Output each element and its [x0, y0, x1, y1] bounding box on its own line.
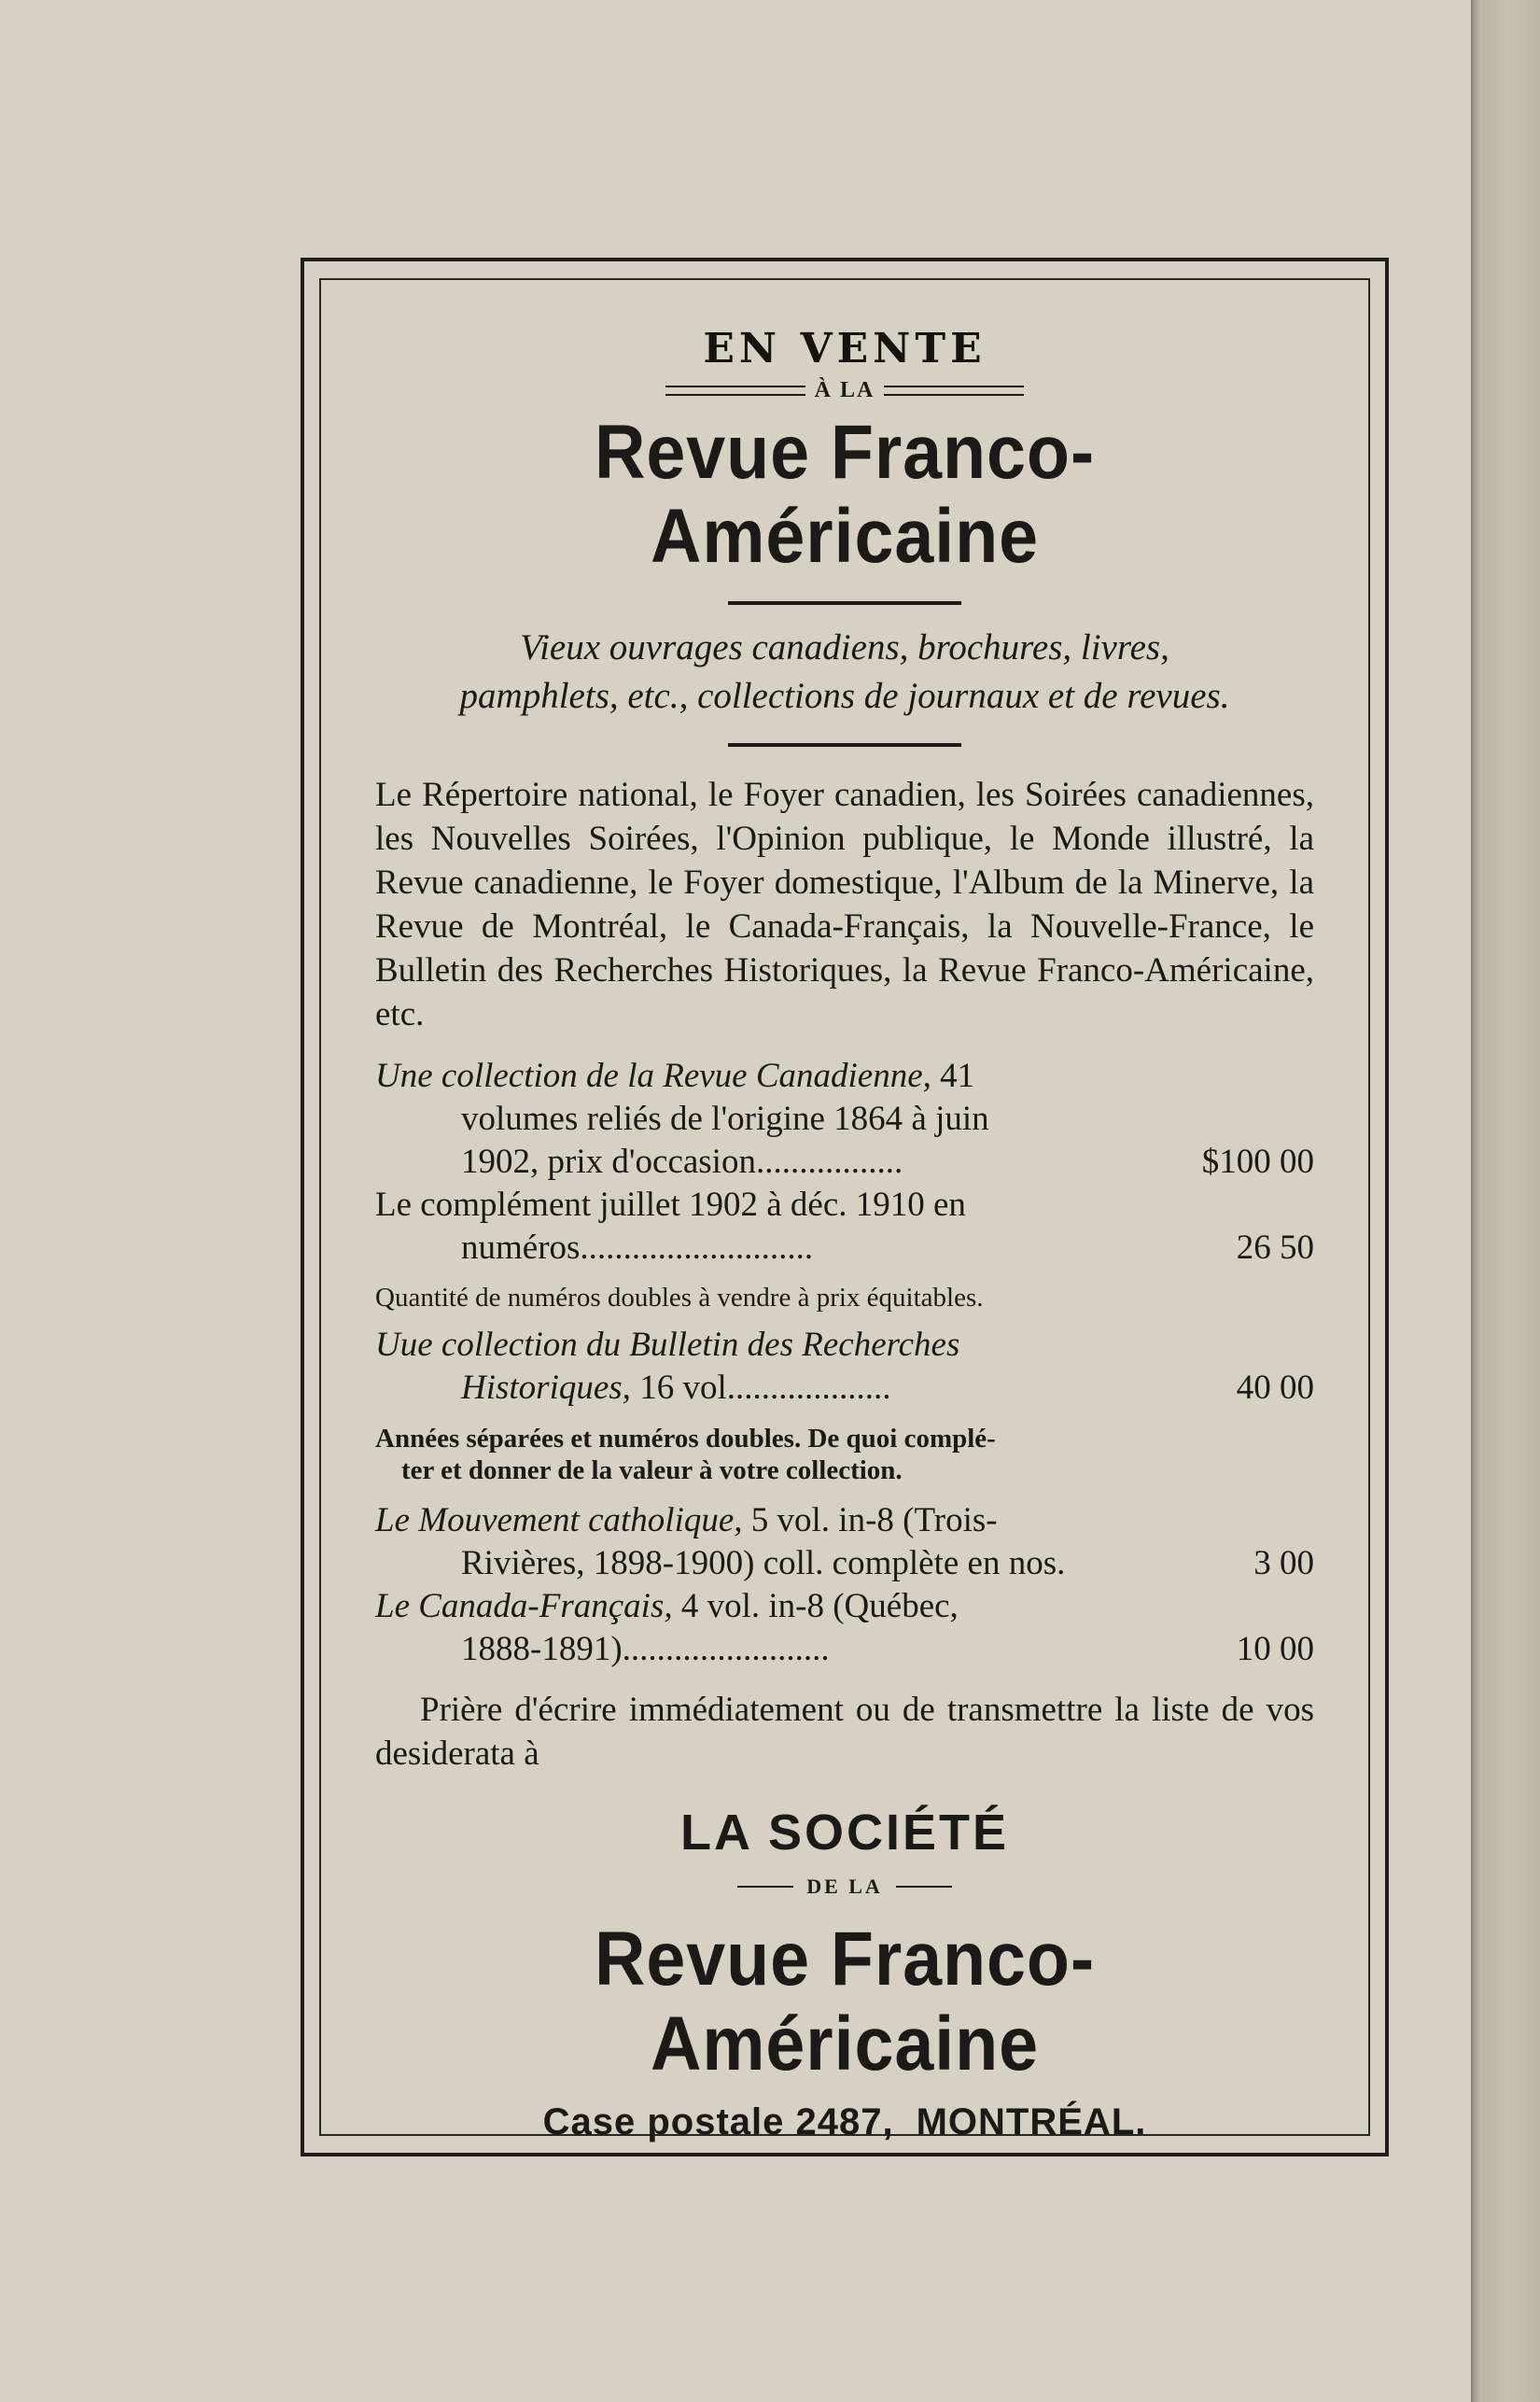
item-title: Le Mouvement catholique,	[375, 1501, 743, 1540]
closing-paragraph: Prière d'écrire immédiatement ou de transmettre la liste de vos desiderata à	[375, 1691, 1314, 1774]
item-line: volumes reliés de l'origine 1864 à juin	[461, 1100, 989, 1139]
item-title: Le Canada-Français,	[375, 1587, 673, 1626]
divider-rule	[728, 601, 961, 605]
double-rule-right	[884, 386, 1024, 396]
item-line: numéros...........................	[461, 1229, 814, 1268]
item-text: 41	[931, 1057, 975, 1096]
note-line: Années séparées et numéros doubles. De quoi complé-	[375, 1424, 996, 1454]
de-la-row	[375, 1875, 1314, 1899]
item-line	[375, 1499, 1314, 1542]
a-la-row	[375, 378, 1314, 403]
divider-rule	[728, 743, 961, 747]
item-title: Uue collection du Bulletin des Recherches	[375, 1326, 960, 1365]
advertisement-content	[375, 280, 1314, 2143]
item-line: 1888-1891)........................	[461, 1630, 830, 1669]
rule-right	[896, 1886, 952, 1888]
postal-address	[375, 2101, 1314, 2143]
list-item	[375, 1055, 1314, 1184]
item-note	[375, 1423, 1314, 1486]
address-case-postale: Case postale 2487,	[542, 2100, 894, 2142]
item-line: 1902, prix d'occasion.................	[461, 1143, 903, 1182]
advertisement-frame	[301, 258, 1389, 2156]
de-la-label: DE LA	[806, 1875, 883, 1899]
list-item	[375, 1499, 1314, 1585]
intro-paragraph: Le Répertoire national, le Foyer canadien, les Soirées canadiennes, les Nouvelles Soirées, l'Opinion publique, le Monde illustré, la Revue canadienne, le Foyer domestique, l'Album de la Minerve, la Revue de Montréal, le Canada-Français, la Nouvelle-France, le Bulletin des Recherches Historiques, la Revue Franco-Américaine, etc.	[375, 776, 1314, 1034]
address-city: MONTRÉAL.	[916, 2100, 1147, 2142]
item-title: Historiques,	[461, 1369, 631, 1408]
double-rule-left	[665, 386, 805, 396]
list-item	[375, 1585, 1314, 1671]
subtitle	[375, 624, 1314, 721]
advertisement-inner-border	[319, 278, 1370, 2142]
item-title: Une collection de la Revue Canadienne,	[375, 1057, 931, 1096]
item-line: Rivières, 1898-1900) coll. complète en nos.	[461, 1544, 1066, 1583]
item-price: 3 00	[1253, 1544, 1314, 1583]
subtitle-line-1: Vieux ouvrages canadiens, brochures, livres,	[520, 627, 1169, 668]
page-edge	[1471, 0, 1540, 2402]
item-price: 26 50	[1236, 1229, 1314, 1268]
item-text: 5 vol. in-8 (Trois-	[742, 1501, 998, 1540]
subtitle-line-2: pamphlets, etc., collections de journaux et de revues.	[459, 676, 1230, 717]
a-la-label: À LA	[814, 378, 875, 402]
note-line: ter et donner de la valeur à votre collection.	[401, 1455, 903, 1486]
item-price: 10 00	[1236, 1630, 1314, 1669]
item-line	[375, 1585, 1314, 1628]
footer-revue-title: Revue Franco-Américaine	[594, 1917, 1095, 2086]
item-text: 16 vol...................	[630, 1369, 891, 1408]
item-price: 40 00	[1236, 1369, 1314, 1408]
item-line	[375, 1055, 1314, 1098]
item-text: 4 vol. in-8 (Québec,	[672, 1587, 959, 1626]
item-note: Quantité de numéros doubles à vendre à prix équitables.	[375, 1283, 984, 1313]
revue-title: Revue Franco-Américaine	[594, 410, 1095, 580]
list-item	[375, 1184, 1314, 1270]
list-item	[375, 1324, 1314, 1410]
rule-left	[737, 1886, 793, 1888]
item-line: Le complément juillet 1902 à déc. 1910 en	[375, 1186, 966, 1225]
en-vente-heading: EN VENTE	[703, 325, 987, 372]
item-price: $100 00	[1201, 1143, 1314, 1182]
societe-heading: LA SOCIÉTÉ	[679, 1805, 1010, 1861]
